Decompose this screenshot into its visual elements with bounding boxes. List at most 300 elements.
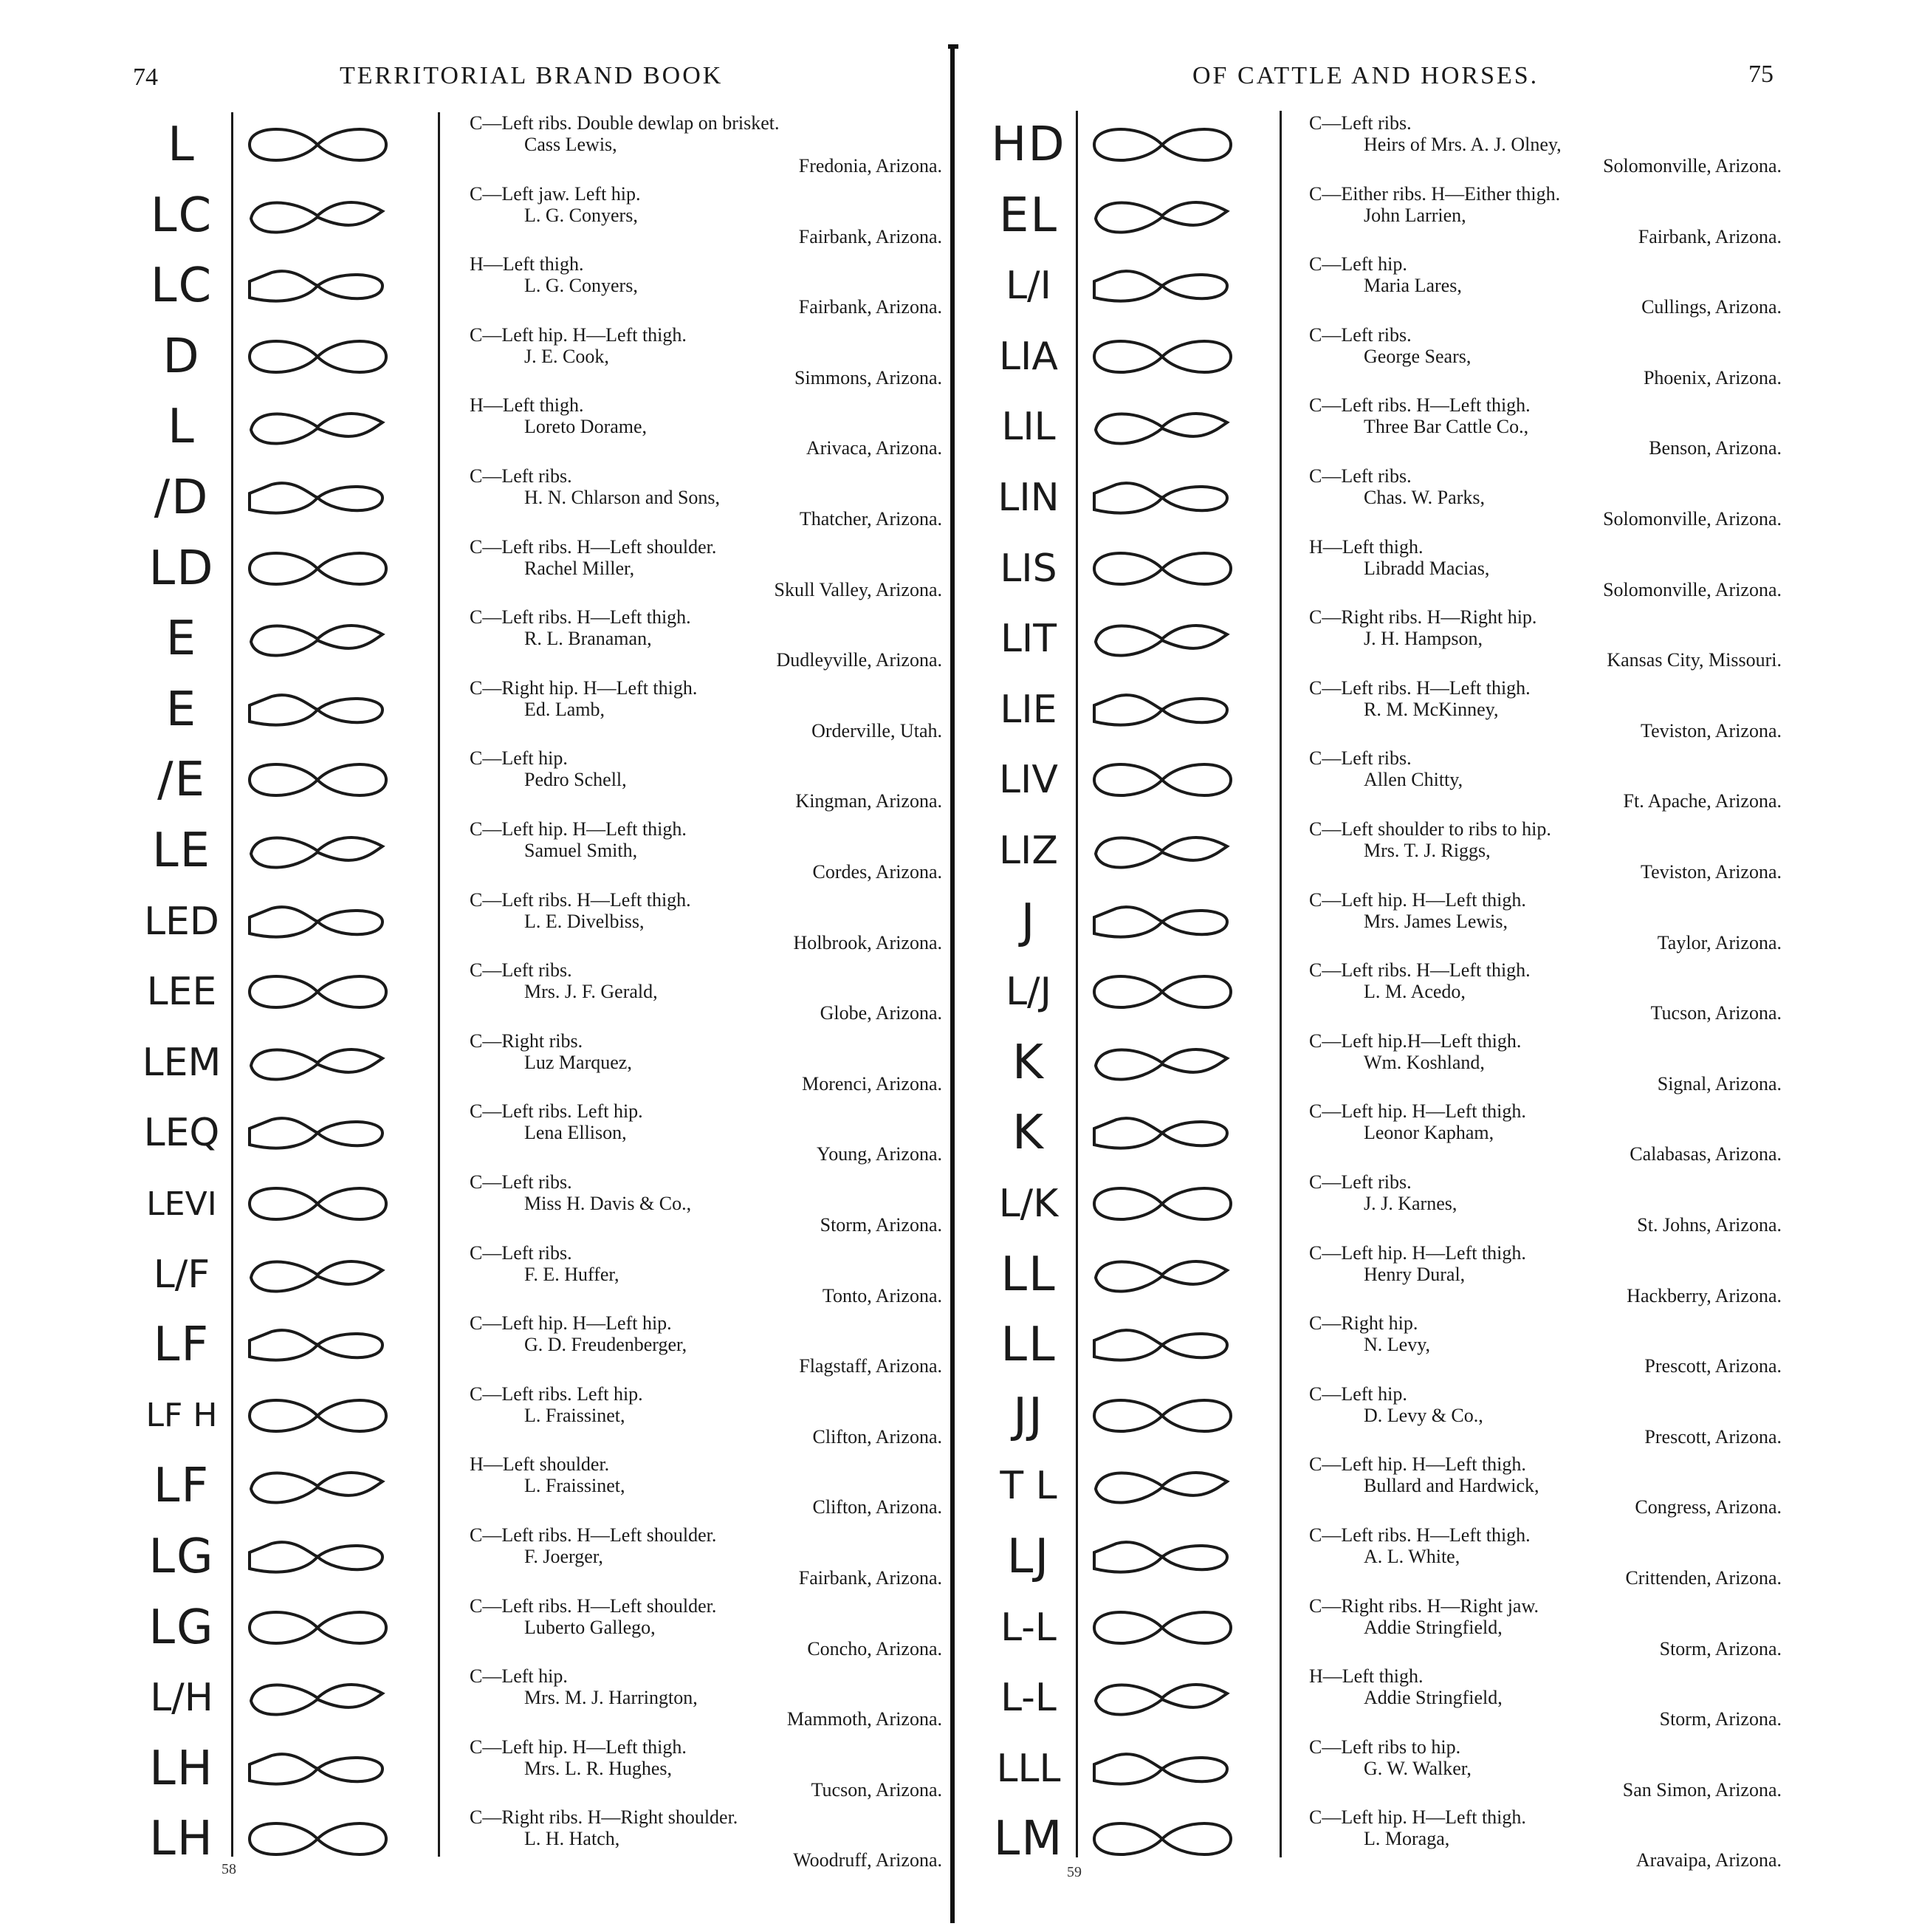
brand-entry xyxy=(984,1662,1796,1733)
owner-place: Thatcher, Arizona. xyxy=(799,508,942,530)
owner-name: F. Joerger, xyxy=(524,1546,603,1567)
brand-entry xyxy=(984,1168,1796,1239)
owner-name: Libradd Macias, xyxy=(1364,557,1490,579)
brand-mark: LH xyxy=(149,1741,214,1796)
owner-name: Samuel Smith, xyxy=(524,840,638,861)
owner-name: John Larrien, xyxy=(1364,204,1466,226)
brand-location: C—Left hip. H—Left thigh. xyxy=(1309,1241,1526,1264)
animal-brand-position-icon xyxy=(242,1106,394,1159)
owner-place: Fredonia, Arizona. xyxy=(798,155,942,177)
animal-brand-position-icon xyxy=(1087,1601,1238,1654)
animal-brand-position-icon xyxy=(1087,118,1238,171)
brand-mark: LEM xyxy=(142,1040,222,1085)
brand-entry xyxy=(137,180,950,251)
owner-place: Prescott, Arizona. xyxy=(1644,1425,1782,1448)
animal-brand-position-icon xyxy=(242,118,394,171)
brand-entry-text xyxy=(470,1242,942,1306)
animal-brand-position-icon xyxy=(1087,542,1238,595)
brand-mark: E xyxy=(165,612,198,667)
brand-entry xyxy=(137,1309,950,1380)
owner-place: Solomonville, Arizona. xyxy=(1603,508,1782,530)
brand-location: C—Left ribs. H—Left thigh. xyxy=(1309,676,1531,699)
brand-location: C—Left ribs. Double dewlap on brisket. xyxy=(470,112,780,134)
brand-mark: LD xyxy=(148,541,215,596)
owner-name: L. H. Hatch, xyxy=(524,1828,620,1850)
brand-location: C—Right hip. xyxy=(1309,1312,1418,1335)
owner-name: Mrs. J. F. Gerald, xyxy=(524,981,658,1003)
brand-entry-text xyxy=(470,606,942,671)
owner-place: Solomonville, Arizona. xyxy=(1603,155,1782,177)
brand-entry-text xyxy=(470,1806,942,1871)
animal-brand-position-icon xyxy=(1087,1459,1238,1513)
brand-entry xyxy=(137,1168,950,1239)
animal-brand-position-icon xyxy=(242,1812,394,1866)
brand-entry-text xyxy=(470,1383,942,1448)
brand-mark: LH xyxy=(149,1812,214,1867)
owner-place: Morenci, Arizona. xyxy=(802,1072,942,1095)
brand-location: H—Left shoulder. xyxy=(470,1453,610,1476)
owner-name: L. E. Divelbiss, xyxy=(524,910,645,932)
owner-place: Kingman, Arizona. xyxy=(795,790,942,812)
brand-mark: K xyxy=(1012,1035,1045,1090)
animal-brand-position-icon xyxy=(1087,1177,1238,1230)
brand-entry xyxy=(984,109,1796,180)
left-page-header: TERRITORIAL BRAND BOOK xyxy=(340,62,724,89)
brand-entry xyxy=(984,1309,1796,1380)
brand-location: C—Left hip. H—Left thigh. xyxy=(470,323,687,346)
brand-location: C—Left ribs. Left hip. xyxy=(470,1100,643,1123)
brand-location: C—Left ribs. xyxy=(1309,465,1412,487)
brand-entry xyxy=(137,1521,950,1592)
brand-entry-text xyxy=(1309,959,1782,1024)
brand-entry xyxy=(137,1592,950,1663)
brand-mark: LL xyxy=(1000,1318,1057,1373)
brand-entry-text xyxy=(470,1595,942,1659)
brand-entry-text xyxy=(470,1312,942,1377)
owner-name: L. G. Conyers, xyxy=(524,204,638,226)
brand-entry xyxy=(137,391,950,462)
animal-brand-position-icon xyxy=(242,895,394,948)
brand-mark: LC xyxy=(150,188,213,243)
brand-entry-text xyxy=(470,677,942,741)
brand-location: H—Left thigh. xyxy=(470,394,584,417)
brand-entry-text xyxy=(470,465,942,530)
owner-place: Storm, Arizona. xyxy=(1659,1708,1782,1730)
animal-brand-position-icon xyxy=(1087,1812,1238,1866)
owner-place: Ft. Apache, Arizona. xyxy=(1623,790,1782,812)
owner-name: Cass Lewis, xyxy=(524,134,617,155)
animal-brand-position-icon xyxy=(242,1248,394,1301)
brand-location: C—Left ribs. xyxy=(470,465,572,487)
owner-place: Teviston, Arizona. xyxy=(1641,719,1782,741)
owner-name: F. E. Huffer, xyxy=(524,1263,619,1285)
animal-brand-position-icon xyxy=(242,824,394,877)
brand-location: C—Left ribs. xyxy=(1309,112,1412,134)
brand-entry xyxy=(137,1380,950,1451)
brand-mark: LG xyxy=(148,1600,215,1655)
owner-name: H. N. Chlarson and Sons, xyxy=(524,487,721,508)
owner-place: Arivaca, Arizona. xyxy=(806,437,942,459)
owner-place: Storm, Arizona. xyxy=(820,1214,942,1236)
owner-place: Tucson, Arizona. xyxy=(1650,1002,1782,1024)
brand-mark: L/J xyxy=(1006,970,1051,1015)
owner-name: L. G. Conyers, xyxy=(524,275,638,297)
brand-mark: LEE xyxy=(146,970,217,1015)
brand-mark: LM xyxy=(993,1812,1064,1867)
brand-entry xyxy=(984,603,1796,674)
brand-entry xyxy=(984,180,1796,251)
brand-entry xyxy=(984,886,1796,957)
brand-entry-text xyxy=(470,959,942,1024)
brand-mark: LF xyxy=(153,1459,210,1514)
animal-brand-position-icon xyxy=(242,259,394,312)
animal-brand-position-icon xyxy=(242,1036,394,1089)
brand-location: C—Left ribs. H—Left thigh. xyxy=(470,888,691,911)
owner-name: Bullard and Hardwick, xyxy=(1364,1475,1539,1497)
owner-place: Holbrook, Arizona. xyxy=(793,931,942,953)
brand-entry-text xyxy=(1309,1524,1782,1589)
right-page-number: 75 xyxy=(1748,61,1773,88)
brand-mark: L/H xyxy=(150,1676,213,1721)
owner-name: J. E. Cook, xyxy=(524,345,609,367)
brand-location: C—Left hip. H—Left thigh. xyxy=(470,818,687,840)
brand-location: C—Left ribs. Left hip. xyxy=(470,1383,643,1405)
brand-location: C—Left ribs. H—Left thigh. xyxy=(470,606,691,628)
brand-entry-text xyxy=(470,253,942,318)
brand-entry xyxy=(984,1803,1796,1874)
animal-brand-position-icon xyxy=(1087,189,1238,242)
brand-location: C—Left hip. H—Left thigh. xyxy=(470,1736,687,1758)
owner-name: Wm. Koshland, xyxy=(1364,1051,1485,1073)
owner-place: Signal, Arizona. xyxy=(1657,1072,1782,1095)
owner-place: Kansas City, Missouri. xyxy=(1607,649,1782,671)
brand-entry-text xyxy=(1309,536,1782,600)
owner-place: Cullings, Arizona. xyxy=(1641,296,1782,318)
brand-entry xyxy=(137,109,950,180)
animal-brand-position-icon xyxy=(1087,895,1238,948)
brand-entry-text xyxy=(470,536,942,600)
brand-entry xyxy=(137,1662,950,1733)
animal-brand-position-icon xyxy=(1087,683,1238,736)
owner-place: Concho, Arizona. xyxy=(807,1637,942,1659)
animal-brand-position-icon xyxy=(1087,753,1238,806)
brand-entry xyxy=(137,744,950,815)
brand-location: C—Left hip. H—Left hip. xyxy=(470,1312,672,1335)
animal-brand-position-icon xyxy=(1087,259,1238,312)
brand-entry-text xyxy=(470,324,942,388)
brand-mark: LF H xyxy=(145,1397,218,1435)
owner-place: Phoenix, Arizona. xyxy=(1643,366,1782,388)
owner-name: G. D. Freudenberger, xyxy=(524,1334,687,1356)
owner-place: Taylor, Arizona. xyxy=(1657,931,1782,953)
brand-entry-text xyxy=(1309,1312,1782,1377)
owner-place: Teviston, Arizona. xyxy=(1641,861,1782,883)
brand-entry-text xyxy=(1309,1665,1782,1730)
brand-entry-text xyxy=(1309,324,1782,388)
animal-brand-position-icon xyxy=(242,1389,394,1442)
owner-place: Orderville, Utah. xyxy=(811,719,942,741)
brand-entry xyxy=(137,1239,950,1310)
brand-entry xyxy=(984,1733,1796,1804)
brand-entry-text xyxy=(1309,818,1782,883)
owner-place: Simmons, Arizona. xyxy=(794,366,942,388)
brand-mark: LIL xyxy=(1001,405,1056,450)
owner-name: Heirs of Mrs. A. J. Olney, xyxy=(1364,134,1562,155)
animal-brand-position-icon xyxy=(1087,1742,1238,1795)
owner-place: Fairbank, Arizona. xyxy=(798,1567,942,1589)
owner-name: Mrs. James Lewis, xyxy=(1364,910,1508,932)
brand-location: H—Left thigh. xyxy=(470,253,584,275)
brand-mark: T L xyxy=(1000,1464,1057,1509)
owner-name: D. Levy & Co., xyxy=(1364,1404,1483,1426)
owner-name: J. J. Karnes, xyxy=(1364,1193,1457,1214)
brand-entry-text xyxy=(470,1665,942,1730)
brand-entry xyxy=(984,956,1796,1027)
brand-mark: /D xyxy=(154,470,210,525)
owner-place: Storm, Arizona. xyxy=(1659,1637,1782,1659)
brand-location: C—Right ribs. xyxy=(470,1030,583,1052)
brand-entry xyxy=(984,1380,1796,1451)
brand-location: C—Left hip. xyxy=(470,1665,568,1688)
brand-location: C—Left ribs. H—Left shoulder. xyxy=(470,1594,717,1617)
brand-location: C—Left ribs. xyxy=(470,1241,572,1264)
brand-location: C—Left hip. xyxy=(1309,1383,1407,1405)
brand-location: C—Left ribs. H—Left shoulder. xyxy=(470,535,717,558)
left-footer-mark: 58 xyxy=(222,1861,236,1877)
owner-name: Miss H. Davis & Co., xyxy=(524,1193,692,1214)
brand-location: C—Right hip. H—Left thigh. xyxy=(470,676,698,699)
owner-name: Loreto Dorame, xyxy=(524,416,648,438)
owner-name: Three Bar Cattle Co., xyxy=(1364,416,1529,438)
owner-name: Lena Ellison, xyxy=(524,1122,627,1144)
brand-entry xyxy=(137,250,950,321)
brand-mark: LL xyxy=(1000,1247,1057,1302)
animal-brand-position-icon xyxy=(1087,1530,1238,1583)
brand-mark: LE xyxy=(151,823,212,878)
brand-mark: JJ xyxy=(1013,1388,1044,1443)
owner-place: Fairbank, Arizona. xyxy=(798,225,942,247)
owner-name: L. Fraissinet, xyxy=(524,1475,625,1497)
brand-location: C—Left ribs. H—Left thigh. xyxy=(1309,394,1531,417)
brand-entry xyxy=(137,1803,950,1874)
owner-place: Dudleyville, Arizona. xyxy=(776,649,942,671)
brand-location: C—Left ribs. xyxy=(470,959,572,982)
animal-brand-position-icon xyxy=(1087,1389,1238,1442)
gutter-tick xyxy=(948,44,958,49)
brand-mark: D xyxy=(162,329,201,384)
brand-entry-text xyxy=(470,112,942,177)
owner-name: J. H. Hampson, xyxy=(1364,628,1483,650)
brand-entry-text xyxy=(1309,606,1782,671)
owner-place: Mammoth, Arizona. xyxy=(786,1708,942,1730)
owner-place: Benson, Arizona. xyxy=(1649,437,1782,459)
brand-mark: HD xyxy=(991,117,1066,172)
owner-name: Addie Stringfield, xyxy=(1364,1687,1503,1709)
brand-mark: LIZ xyxy=(999,829,1058,873)
animal-brand-position-icon xyxy=(242,330,394,383)
owner-place: Aravaipa, Arizona. xyxy=(1635,1849,1782,1871)
animal-brand-position-icon xyxy=(1087,471,1238,524)
brand-mark: L/F xyxy=(153,1252,210,1297)
brand-mark: L-L xyxy=(1000,1676,1057,1721)
owner-place: Tucson, Arizona. xyxy=(811,1778,942,1801)
brand-entry-text xyxy=(1309,677,1782,741)
brand-entry xyxy=(984,674,1796,745)
brand-entry xyxy=(137,1450,950,1521)
brand-entry xyxy=(984,321,1796,392)
animal-brand-position-icon xyxy=(1087,1318,1238,1371)
brand-entry-text xyxy=(1309,1100,1782,1165)
brand-mark: LG xyxy=(148,1530,215,1584)
owner-name: G. W. Walker, xyxy=(1364,1757,1472,1779)
brand-entry xyxy=(984,1450,1796,1521)
owner-name: Mrs. M. J. Harrington, xyxy=(524,1687,698,1709)
left-page-number: 74 xyxy=(133,64,158,91)
brand-mark: LIT xyxy=(1000,617,1057,662)
animal-brand-position-icon xyxy=(242,471,394,524)
owner-place: Crittenden, Arizona. xyxy=(1625,1567,1782,1589)
animal-brand-position-icon xyxy=(242,1177,394,1230)
brand-entry-text xyxy=(1309,1595,1782,1659)
brand-mark: J xyxy=(1020,894,1037,949)
right-page-header: OF CATTLE AND HORSES. xyxy=(1192,62,1539,89)
brand-location: C—Left ribs. xyxy=(1309,1171,1412,1193)
brand-entry-text xyxy=(1309,465,1782,530)
owner-name: Leonor Kapham, xyxy=(1364,1122,1494,1144)
brand-entry-text xyxy=(470,1100,942,1165)
brand-mark: LJ xyxy=(1006,1530,1051,1584)
animal-brand-position-icon xyxy=(242,965,394,1018)
animal-brand-position-icon xyxy=(242,1742,394,1795)
owner-name: Maria Lares, xyxy=(1364,275,1462,297)
owner-place: Globe, Arizona. xyxy=(820,1002,942,1024)
brand-entry xyxy=(984,815,1796,886)
animal-brand-position-icon xyxy=(242,400,394,453)
brand-entry xyxy=(137,956,950,1027)
owner-name: Addie Stringfield, xyxy=(1364,1616,1503,1638)
owner-name: A. L. White, xyxy=(1364,1546,1460,1567)
brand-entry xyxy=(984,533,1796,604)
brand-entry xyxy=(137,886,950,957)
brand-location: C—Left ribs to hip. xyxy=(1309,1736,1461,1758)
animal-brand-position-icon xyxy=(1087,400,1238,453)
brand-location: C—Left hip. H—Left thigh. xyxy=(1309,1100,1526,1123)
brand-location: C—Left jaw. Left hip. xyxy=(470,182,641,205)
brand-mark: LEVI xyxy=(146,1185,217,1223)
brand-entry-text xyxy=(470,818,942,883)
owner-name: L. Moraga, xyxy=(1364,1828,1450,1850)
brand-mark: K xyxy=(1012,1106,1045,1161)
owner-place: Fairbank, Arizona. xyxy=(1638,225,1782,247)
brand-location: C—Left hip. xyxy=(470,747,568,770)
brand-entry-text xyxy=(470,747,942,812)
brand-entry-text xyxy=(1309,1030,1782,1095)
brand-mark: LC xyxy=(150,258,213,314)
brand-entry xyxy=(984,1592,1796,1663)
brand-entry-text xyxy=(470,889,942,953)
brand-entry-text xyxy=(1309,1242,1782,1306)
brand-location: C—Left ribs. xyxy=(1309,323,1412,346)
owner-name: George Sears, xyxy=(1364,345,1472,367)
owner-name: Mrs. T. J. Riggs, xyxy=(1364,840,1491,861)
brand-mark: L/K xyxy=(998,1182,1059,1226)
brand-mark: E xyxy=(165,682,198,737)
brand-location: C—Left ribs. xyxy=(470,1171,572,1193)
owner-place: Woodruff, Arizona. xyxy=(793,1849,942,1871)
brand-entry-text xyxy=(470,183,942,247)
brand-entry-text xyxy=(1309,1736,1782,1801)
animal-brand-position-icon xyxy=(1087,1248,1238,1301)
owner-place: Flagstaff, Arizona. xyxy=(799,1355,942,1377)
brand-entry xyxy=(984,1239,1796,1310)
animal-brand-position-icon xyxy=(1087,1106,1238,1159)
brand-entry xyxy=(984,391,1796,462)
brand-entry xyxy=(137,462,950,533)
owner-place: Clifton, Arizona. xyxy=(812,1425,942,1448)
owner-place: Cordes, Arizona. xyxy=(812,861,942,883)
page-gutter xyxy=(950,47,955,1923)
brand-entry xyxy=(984,1097,1796,1168)
owner-name: Henry Dural, xyxy=(1364,1263,1466,1285)
brand-mark: LED xyxy=(144,899,219,944)
brand-entry-text xyxy=(470,1524,942,1589)
brand-location: C—Either ribs. H—Either thigh. xyxy=(1309,182,1561,205)
brand-location: C—Left ribs. H—Left thigh. xyxy=(1309,1524,1531,1546)
brand-entry xyxy=(137,533,950,604)
brand-mark: L xyxy=(168,117,196,172)
brand-entry xyxy=(984,1027,1796,1098)
brand-entry-text xyxy=(470,394,942,459)
animal-brand-position-icon xyxy=(242,1318,394,1371)
animal-brand-position-icon xyxy=(242,1459,394,1513)
brand-mark: /E xyxy=(157,753,206,808)
brand-location: C—Left ribs. xyxy=(1309,747,1412,770)
brand-mark: LIA xyxy=(999,334,1058,379)
animal-brand-position-icon xyxy=(1087,330,1238,383)
brand-location: C—Left shoulder to ribs to hip. xyxy=(1309,818,1551,840)
brand-entry xyxy=(137,321,950,392)
animal-brand-position-icon xyxy=(1087,965,1238,1018)
animal-brand-position-icon xyxy=(1087,612,1238,665)
owner-place: Fairbank, Arizona. xyxy=(798,296,942,318)
owner-name: R. L. Branaman, xyxy=(524,628,652,650)
brand-mark: LF xyxy=(153,1318,210,1373)
brand-mark: LIE xyxy=(1000,687,1057,732)
brand-location: H—Left thigh. xyxy=(1309,535,1424,558)
brand-entry-text xyxy=(1309,1453,1782,1518)
animal-brand-position-icon xyxy=(242,1601,394,1654)
animal-brand-position-icon xyxy=(242,683,394,736)
brand-location: C—Right ribs. H—Right hip. xyxy=(1309,606,1537,628)
brand-entry xyxy=(137,1097,950,1168)
owner-name: Chas. W. Parks, xyxy=(1364,487,1485,508)
brand-mark: LIN xyxy=(998,476,1060,520)
brand-entry-text xyxy=(470,1453,942,1518)
owner-place: Tonto, Arizona. xyxy=(822,1284,942,1306)
owner-place: Solomonville, Arizona. xyxy=(1603,578,1782,600)
owner-place: St. Johns, Arizona. xyxy=(1637,1214,1782,1236)
brand-entry xyxy=(984,744,1796,815)
brand-mark: LIS xyxy=(1000,546,1057,591)
animal-brand-position-icon xyxy=(242,753,394,806)
brand-entry xyxy=(984,1521,1796,1592)
brand-entry-text xyxy=(1309,183,1782,247)
brand-mark: L/I xyxy=(1006,264,1051,309)
owner-name: Ed. Lamb, xyxy=(524,698,605,720)
animal-brand-position-icon xyxy=(1087,1671,1238,1724)
brand-entry xyxy=(137,1027,950,1098)
brand-location: C—Left hip. H—Left thigh. xyxy=(1309,1453,1526,1476)
